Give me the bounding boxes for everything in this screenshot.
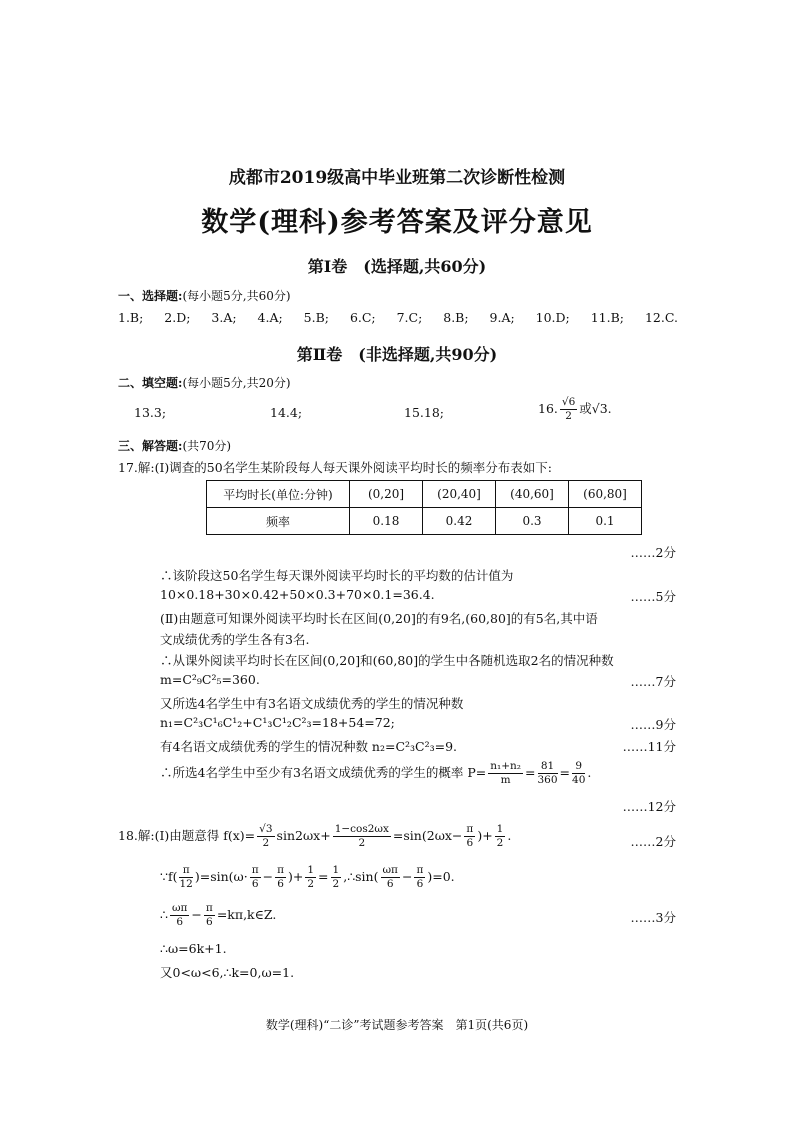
doc-title: 成都市2019级高中毕业班第二次诊断性检测: [228, 168, 566, 188]
choice-answer: 10.D;: [535, 310, 570, 325]
denominator: 40: [572, 774, 586, 786]
solution-line: n₁=C²₃C¹₆C¹₂+C¹₃C¹₂C²₃=18+54=72;: [160, 715, 395, 730]
text: ,∴sin(: [343, 869, 379, 884]
doc-subtitle: 数学(理科)参考答案及评分意见: [201, 207, 593, 238]
table-cell: 0.1: [569, 508, 642, 535]
text: )+: [477, 828, 493, 843]
fraction: [495, 823, 506, 850]
choice-answer: 5.B;: [303, 310, 329, 325]
solution-line: m=C²₉C²₅=360.: [160, 672, 260, 687]
text: =: [318, 869, 329, 884]
fraction: [381, 864, 400, 891]
solution-line: 文成绩优秀的学生各有3名.: [160, 632, 310, 647]
text: )+: [288, 869, 304, 884]
numerator: n₁+n₂: [490, 760, 522, 772]
choice-answer: 3.A;: [211, 310, 237, 325]
denominator: 12: [179, 878, 193, 890]
numerator: 9: [572, 760, 585, 774]
score-mark: ……2分: [630, 834, 676, 849]
fraction: [572, 760, 585, 787]
text: =kπ,k∈Z.: [216, 907, 277, 922]
numerator: π: [251, 864, 259, 876]
fraction: [538, 760, 558, 787]
fraction: [464, 823, 475, 850]
choice-answer: 12.C.: [644, 310, 678, 325]
numerator: π: [466, 823, 474, 835]
fill-16-suffix: 或√3.: [579, 401, 612, 416]
denominator: m: [500, 774, 511, 786]
text: ∵f(: [160, 869, 178, 884]
q18-line-c: [160, 902, 276, 929]
denominator: 2: [496, 837, 504, 849]
section-solve-heading: [118, 437, 231, 454]
table-header-label: 平均时长(单位:分钟): [207, 481, 350, 508]
fraction: [170, 902, 189, 929]
q18-line-e: 又0<ω<6,∴k=0,ω=1.: [160, 965, 295, 980]
denominator: 2: [307, 878, 315, 890]
denominator: 2: [358, 837, 366, 849]
table-freq-label: 频率: [207, 508, 350, 535]
fraction: [275, 864, 286, 891]
score-mark: ……7分: [630, 674, 676, 689]
fill-answer-13: 13.3;: [134, 405, 167, 420]
score-mark: ……12分: [622, 799, 676, 814]
solution-line: 有4名语文成绩优秀的学生的情况种数 n₂=C²₃C²₃=9.: [160, 739, 458, 754]
numerator: ωπ: [382, 864, 398, 876]
text: =: [525, 765, 536, 780]
fill-16-prefix: 16.: [538, 401, 558, 416]
section-choice-label: 一、选择题:: [118, 289, 183, 303]
table-cell: (20,40]: [423, 481, 496, 508]
numerator: π: [416, 864, 424, 876]
text: 18.解:(Ⅰ)由题意得 f(x)=: [118, 828, 256, 843]
score-mark: ……9分: [630, 717, 676, 732]
denominator: 6: [176, 916, 184, 928]
fraction: [179, 864, 192, 891]
choice-answer: 8.B;: [443, 310, 469, 325]
table-cell: (0,20]: [350, 481, 423, 508]
table-row: [207, 481, 642, 508]
choice-answer: 7.C;: [396, 310, 423, 325]
numerator: π: [179, 864, 192, 878]
section-choice-note: (每小题5分,共60分): [182, 289, 291, 303]
choice-answer: 2.D;: [164, 310, 191, 325]
table-cell: 0.42: [423, 508, 496, 535]
solution-line: 又所选4名学生中有3名语文成绩优秀的学生的情况种数: [160, 696, 464, 711]
fraction: [414, 864, 425, 891]
part1-title: 第Ⅰ卷 (选择题,共60分): [307, 257, 487, 276]
text: −: [262, 869, 274, 884]
numerator: π: [205, 902, 213, 914]
score-mark: ……11分: [622, 739, 676, 754]
choice-answer: 11.B;: [590, 310, 625, 325]
score-mark: ……5分: [630, 589, 676, 604]
choice-answer: 9.A;: [489, 310, 515, 325]
numerator: √6: [561, 396, 576, 408]
section-choice-heading: [118, 287, 291, 304]
fraction: [250, 864, 261, 891]
numerator: √3: [259, 823, 273, 835]
text: −: [191, 907, 202, 922]
text: .: [507, 828, 512, 843]
q18-line-d: ∴ω=6k+1.: [160, 941, 227, 956]
fill-answer-15: 15.18;: [404, 405, 444, 420]
denominator: 6: [386, 878, 394, 890]
text: )=sin(ω·: [194, 869, 248, 884]
text: ∴所选4名学生中至少有3名语文成绩优秀的学生的概率 P=: [160, 765, 487, 780]
choice-answers: [118, 310, 678, 325]
table-row: [207, 508, 642, 535]
fraction: [204, 902, 215, 929]
solution-line: ∴该阶段这50名学生每天课外阅读平均时长的平均数的估计值为: [160, 568, 514, 583]
text: )=0.: [427, 869, 455, 884]
choice-answer: 6.C;: [349, 310, 376, 325]
text: =sin(2ωx−: [392, 828, 463, 843]
denominator: 2: [565, 410, 572, 422]
frequency-table: [206, 480, 642, 535]
q17-intro: 17.解:(Ⅰ)调查的50名学生某阶段每人每天课外阅读平均时长的频率分布表如下:: [118, 460, 552, 475]
solution-line: 10×0.18+30×0.42+50×0.3+70×0.1=36.4.: [160, 587, 435, 602]
denominator: 360: [537, 774, 558, 786]
numerator: 1: [496, 823, 504, 835]
fill-answer-16: [538, 396, 612, 423]
section-solve-label: 三、解答题:: [118, 439, 183, 453]
choice-answer: 1.B;: [118, 310, 144, 325]
denominator: 2: [262, 837, 270, 849]
denominator: 6: [277, 878, 284, 890]
section-fill-label: 二、填空题:: [118, 376, 183, 390]
fraction: [488, 760, 523, 787]
score-mark: ……2分: [630, 545, 676, 560]
page-footer: 数学(理科)“二诊”考试题参考答案 第1页(共6页): [265, 1018, 529, 1032]
q18-line-b: [160, 864, 455, 891]
fraction: [333, 823, 391, 850]
numerator: π: [277, 864, 284, 876]
fraction: [331, 864, 342, 891]
section-fill-heading: [118, 374, 291, 391]
text: ∴: [160, 907, 168, 922]
fraction: [560, 396, 577, 423]
table-cell: (60,80]: [569, 481, 642, 508]
fraction: [257, 823, 274, 850]
numerator: 1: [332, 864, 340, 876]
text: −: [401, 869, 413, 884]
text: =: [559, 765, 571, 780]
fraction: [305, 864, 316, 891]
solution-line: ∴从课外阅读平均时长在区间(0,20]和(60,80]的学生中各随机选取2名的情况种数: [160, 653, 614, 668]
numerator: 1: [307, 864, 315, 876]
score-mark: ……3分: [630, 910, 676, 925]
denominator: 2: [332, 878, 340, 890]
fill-answer-14: 14.4;: [270, 405, 303, 420]
section-fill-note: (每小题5分,共20分): [182, 376, 291, 390]
denominator: 6: [206, 916, 213, 928]
solution-line: (Ⅱ)由题意可知课外阅读平均时长在区间(0,20]的有9名,(60,80]的有5名,其中语: [160, 611, 598, 626]
numerator: 81: [538, 760, 558, 774]
denominator: 6: [416, 878, 424, 890]
text: sin2ωx+: [276, 828, 331, 843]
part2-title: 第Ⅱ卷 (非选择题,共90分): [296, 345, 498, 364]
table-cell: 0.3: [496, 508, 569, 535]
choice-answer: 4.A;: [257, 310, 283, 325]
table-cell: 0.18: [350, 508, 423, 535]
numerator: ωπ: [171, 902, 188, 914]
text: .: [587, 765, 592, 780]
section-solve-note: (共70分): [182, 439, 232, 453]
probability-line: [160, 760, 591, 787]
denominator: 6: [466, 837, 474, 849]
denominator: 6: [251, 878, 259, 890]
numerator: 1−cos2ωx: [334, 823, 389, 835]
q18-line-a: [118, 823, 511, 850]
table-cell: (40,60]: [496, 481, 569, 508]
